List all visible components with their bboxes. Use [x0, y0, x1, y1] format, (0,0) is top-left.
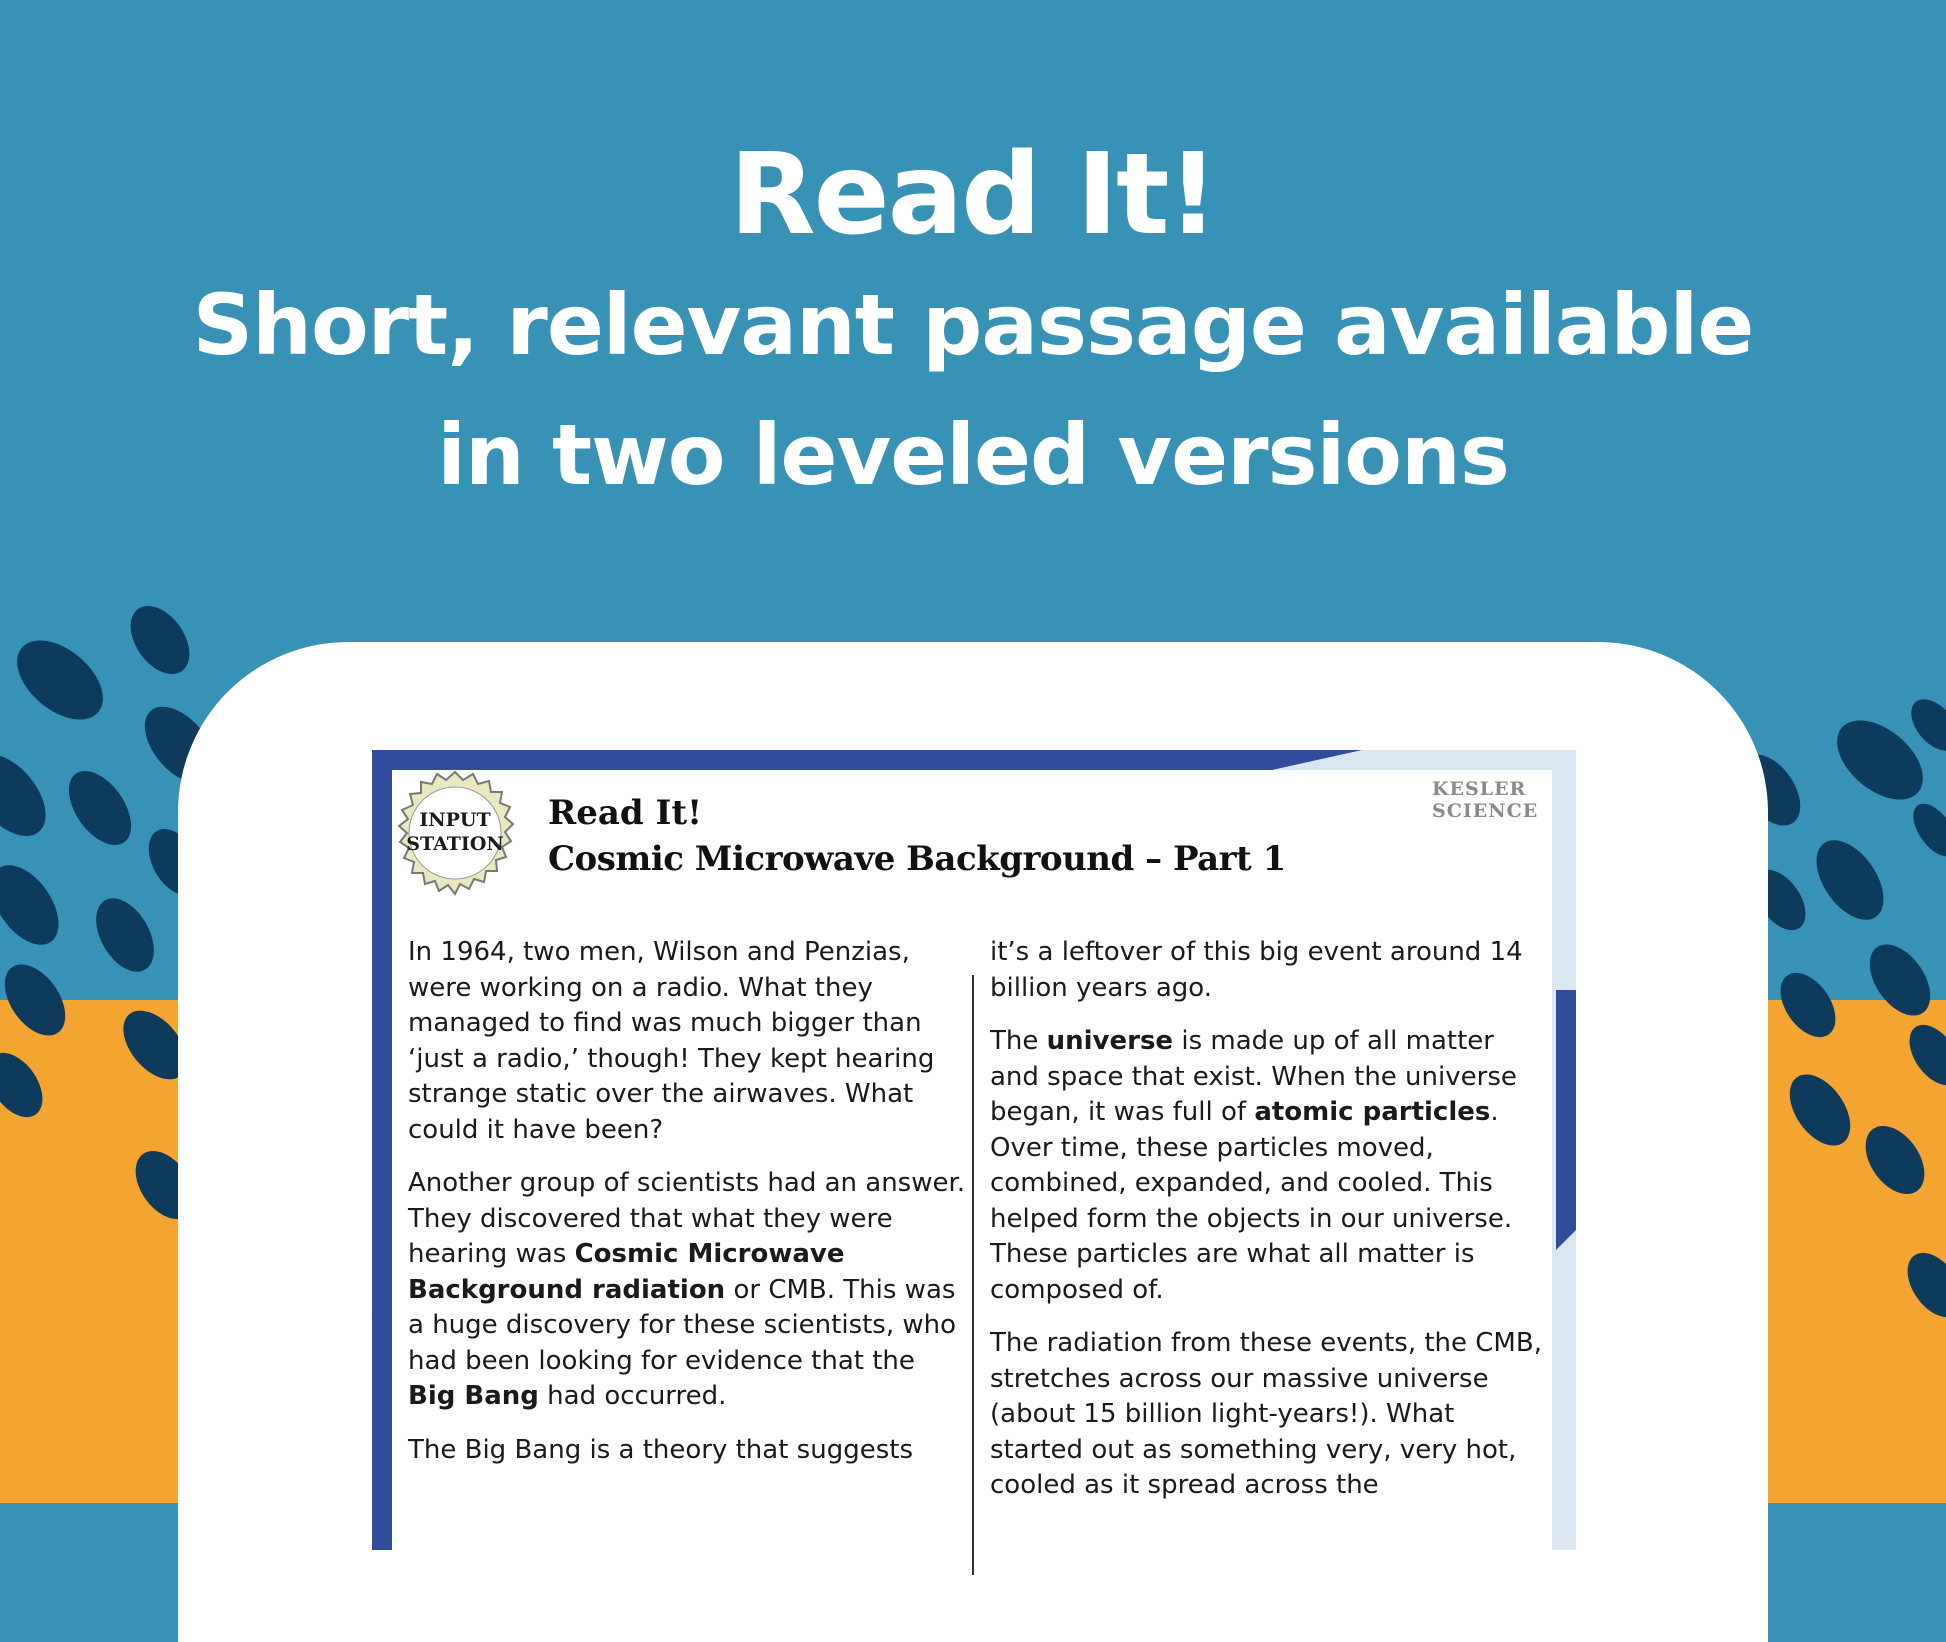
worksheet-subtitle: Cosmic Microwave Background – Part 1 [548, 839, 1286, 879]
input-station-label [390, 808, 520, 856]
logo-line2: SCIENCE [1432, 800, 1539, 822]
left-paragraph-3: The Big Bang is a theory that suggests [408, 1434, 913, 1465]
worksheet-preview [372, 750, 1576, 1550]
right-column [990, 935, 1550, 1522]
left-paragraph-1: In 1964, two men, Wilson and Penzias, were working on a radio. What they managed to find was much bigger than ‘just a radio,’ though! They kept hearing strange static over the airwaves. What could it have been? [408, 937, 935, 1145]
headline [0, 130, 1946, 520]
headline-subtitle-line2: in two leveled versions [437, 406, 1509, 504]
kesler-science-logo [1432, 778, 1539, 822]
worksheet-title-block [548, 790, 1286, 882]
badge-line1: INPUT [419, 809, 491, 831]
left-column [408, 935, 968, 1486]
right-paragraph-1: it’s a leftover of this big event around 14 billion years ago. [990, 937, 1523, 1003]
column-divider [972, 975, 974, 1575]
headline-subtitle-line1: Short, relevant passage available [192, 276, 1754, 374]
badge-line2: STATION [406, 833, 504, 855]
headline-title: Read It! [729, 130, 1217, 260]
worksheet-title: Read It! [548, 793, 703, 833]
logo-line1: KESLER [1432, 778, 1527, 800]
term-atomic-particles: atomic particles [1254, 1097, 1491, 1127]
right-paragraph-3: The radiation from these events, the CMB, stretches across our massive universe (about 15 billion light-years!). What started out as something very, very hot, cooled as it spread across the [990, 1328, 1542, 1500]
term-cmb: Cosmic Microwave Background radiation [408, 1239, 845, 1305]
left-paragraph-2: Another group of scientists had an answer. They discovered that what they were hearing was Cosmic Microwave Background radiation or CMB. This was a huge discovery for these scientists, who had been looking for evidence that the Big Bang had occurred. [408, 1168, 966, 1411]
term-big-bang: Big Bang [408, 1381, 539, 1411]
term-universe: universe [1046, 1026, 1174, 1056]
right-paragraph-2: The universe is made up of all matter and space that exist. When the universe began, it was full of atomic particles. Over time, these particles moved, combined, expanded, and cooled. This helped form the objects in our universe. These particles are what all matter is composed of. [990, 1026, 1517, 1305]
